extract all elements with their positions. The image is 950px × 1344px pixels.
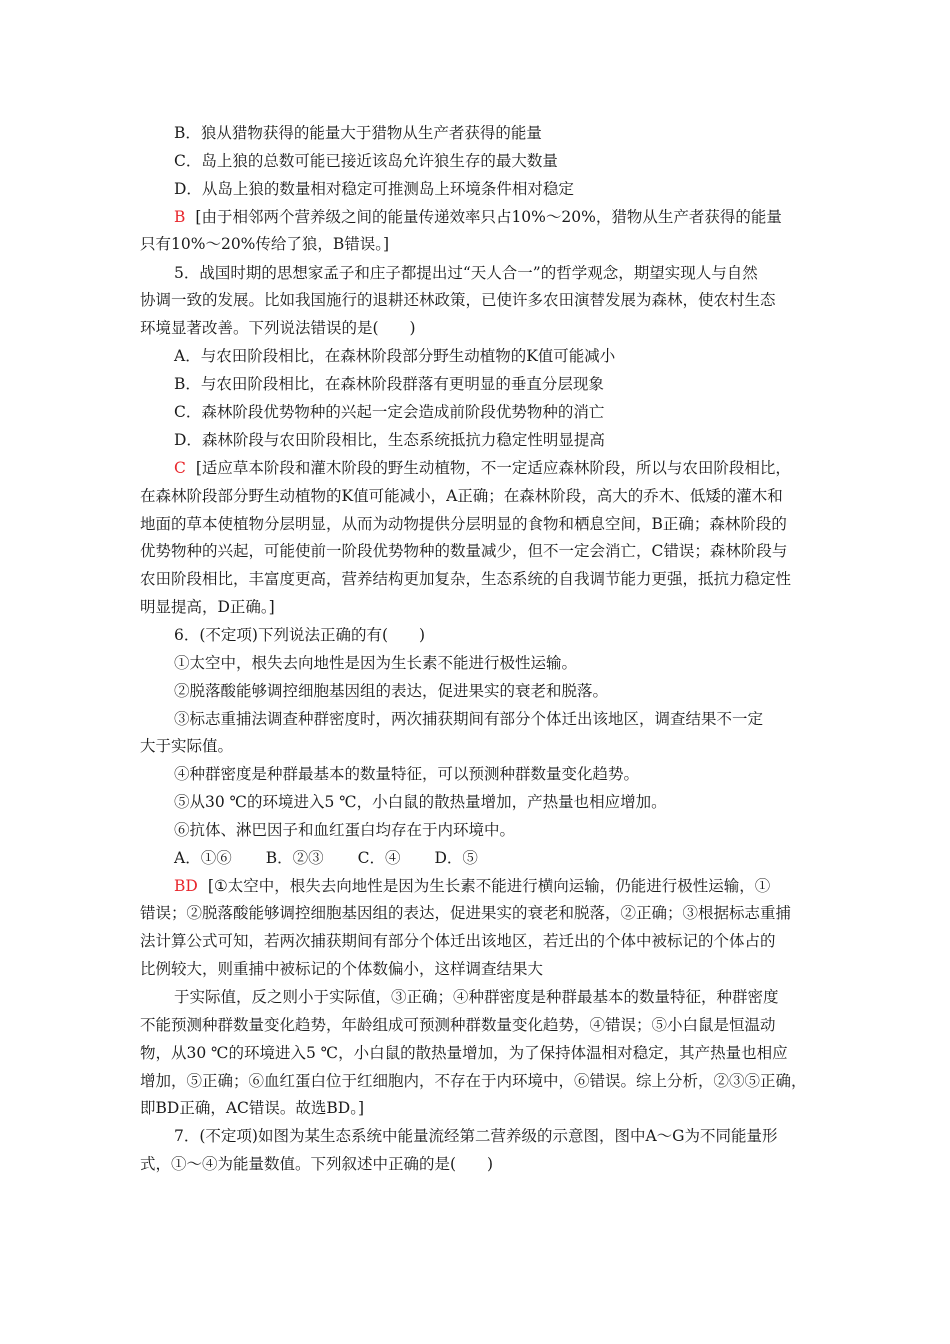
q5-explanation-line-2: 在森林阶段部分野生动植物的K值可能减小，A正确；在森林阶段，高大的乔木、低矮的灌木和 xyxy=(140,487,783,505)
q6-statement-4: ④种群密度是种群最基本的数量特征，可以预测种群数量变化趋势。 xyxy=(174,765,640,783)
q4-explanation-text: [由于相邻两个营养级之间的能量传递效率只占10%～20%，猎物从生产者获得的能量 xyxy=(195,208,782,226)
q6-explanation-line-3: 法计算公式可知，若两次捕获期间有部分个体迁出该地区，若迁出的个体中被标记的个体占的 xyxy=(140,932,776,950)
q6-statement-3-line-1: ③标志重捕法调查种群密度时，两次捕获期间有部分个体迁出该地区，调查结果不一定 xyxy=(174,710,764,728)
q5-option-c: C．森林阶段优势物种的兴起一定会造成前阶段优势物种的消亡 xyxy=(174,403,605,421)
q6-explanation-line xyxy=(174,876,820,896)
q7-stem-line-1: 7．(不定项)如图为某生态系统中能量流经第二营养级的示意图，图中A～G为不同能量形 xyxy=(174,1127,778,1145)
q5-explanation-line xyxy=(174,458,820,478)
q6-option-b: B．②③ xyxy=(265,849,324,867)
q5-option-b: B．与农田阶段相比，在森林阶段群落有更明显的垂直分层现象 xyxy=(174,375,604,393)
q5-stem-line-1: 5．战国时期的思想家孟子和庄子都提出过“天人合一”的哲学观念，期望实现人与自然 xyxy=(174,264,758,282)
q5-explanation-text: [适应草本阶段和灌木阶段的野生动植物，不一定适应森林阶段，所以与农田阶段相比， xyxy=(195,459,791,477)
q6-explanation-line-6: 不能预测种群数量变化趋势，年龄组成可预测种群数量变化趋势，④错误；⑤小白鼠是恒温动 xyxy=(140,1016,776,1034)
q6-explanation-line-7: 物，从30 ℃的环境进入5 ℃，小白鼠的散热量增加，为了保持体温相对稳定，其产热量也相应 xyxy=(140,1044,788,1062)
q5-option-d: D．森林阶段与农田阶段相比，生态系统抵抗力稳定性明显提高 xyxy=(174,431,605,449)
q5-explanation-line-4: 优势物种的兴起，可能使前一阶段优势物种的数量减少，但不一定会消亡，C错误；森林阶段与 xyxy=(140,542,788,560)
q6-explanation-text: [①太空中，根失去向地性是因为生长素不能进行横向运输，仍能进行极性运输，① xyxy=(207,877,771,895)
q5-explanation-line-5: 农田阶段相比，丰富度更高，营养结构更加复杂，生态系统的自我调节能力更强，抵抗力稳定性 xyxy=(140,570,792,588)
q6-explanation-line-2: 错误；②脱落酸能够调控细胞基因组的表达，促进果实的衰老和脱落，②正确；③根据标志重捕 xyxy=(140,904,792,922)
q5-stem-line-2: 协调一致的发展。比如我国施行的退耕还林政策，已使许多农田演替发展为森林，使农村生态 xyxy=(140,291,776,309)
q4-explanation-line xyxy=(174,207,820,227)
q6-statement-3-line-2: 大于实际值。 xyxy=(140,737,234,755)
q6-option-d: D．⑤ xyxy=(434,849,478,867)
q6-options xyxy=(174,848,820,868)
q6-option-c: C．④ xyxy=(357,849,401,867)
q6-explanation-line-9: 即BD正确，AC错误。故选BD。] xyxy=(140,1099,364,1117)
q5-explanation-line-3: 地面的草本使植物分层明显，从而为动物提供分层明显的食物和栖息空间，B正确；森林阶段的 xyxy=(140,515,787,533)
q6-explanation-line-5: 于实际值，反之则小于实际值，③正确；④种群密度是种群最基本的数量特征，种群密度 xyxy=(174,988,779,1006)
q6-option-a: A．①⑥ xyxy=(174,849,232,867)
q5-option-a: A．与农田阶段相比，在森林阶段部分野生动植物的K值可能减小 xyxy=(174,347,616,365)
q6-stem: 6．(不定项)下列说法正确的有( ) xyxy=(174,626,426,644)
q5-explanation-line-6: 明显提高，D正确。] xyxy=(140,598,275,616)
q4-explanation-line-2: 只有10%～20%传给了狼，B错误。] xyxy=(140,235,390,253)
q6-statement-1: ①太空中，根失去向地性是因为生长素不能进行极性运输。 xyxy=(174,654,578,672)
q4-option-b: B．狼从猎物获得的能量大于猎物从生产者获得的能量 xyxy=(174,124,542,142)
q5-stem-line-3: 环境显著改善。下列说法错误的是( ) xyxy=(140,319,416,337)
q6-explanation-line-4: 比例较大，则重捕中被标记的个体数偏小，这样调查结果大 xyxy=(140,960,544,978)
q6-statement-6: ⑥抗体、淋巴因子和血红蛋白均存在于内环境中。 xyxy=(174,821,516,839)
q4-answer: B xyxy=(174,208,186,226)
q6-statement-5: ⑤从30 ℃的环境进入5 ℃，小白鼠的散热量增加，产热量也相应增加。 xyxy=(174,793,667,811)
q6-explanation-line-8: 增加，⑤正确；⑥血红蛋白位于红细胞内，不存在于内环境中，⑥错误。综上分析，②③⑤正确， xyxy=(140,1072,807,1090)
q6-answer: BD xyxy=(174,877,198,895)
q5-answer: C xyxy=(174,459,186,477)
q7-stem-line-2: 式，①～④为能量数值。下列叙述中正确的是( ) xyxy=(140,1155,494,1173)
q6-statement-2: ②脱落酸能够调控细胞基因组的表达，促进果实的衰老和脱落。 xyxy=(174,682,609,700)
q4-option-d: D．从岛上狼的数量相对稳定可推测岛上环境条件相对稳定 xyxy=(174,180,574,198)
q4-option-c: C．岛上狼的总数可能已接近该岛允许狼生存的最大数量 xyxy=(174,152,558,170)
